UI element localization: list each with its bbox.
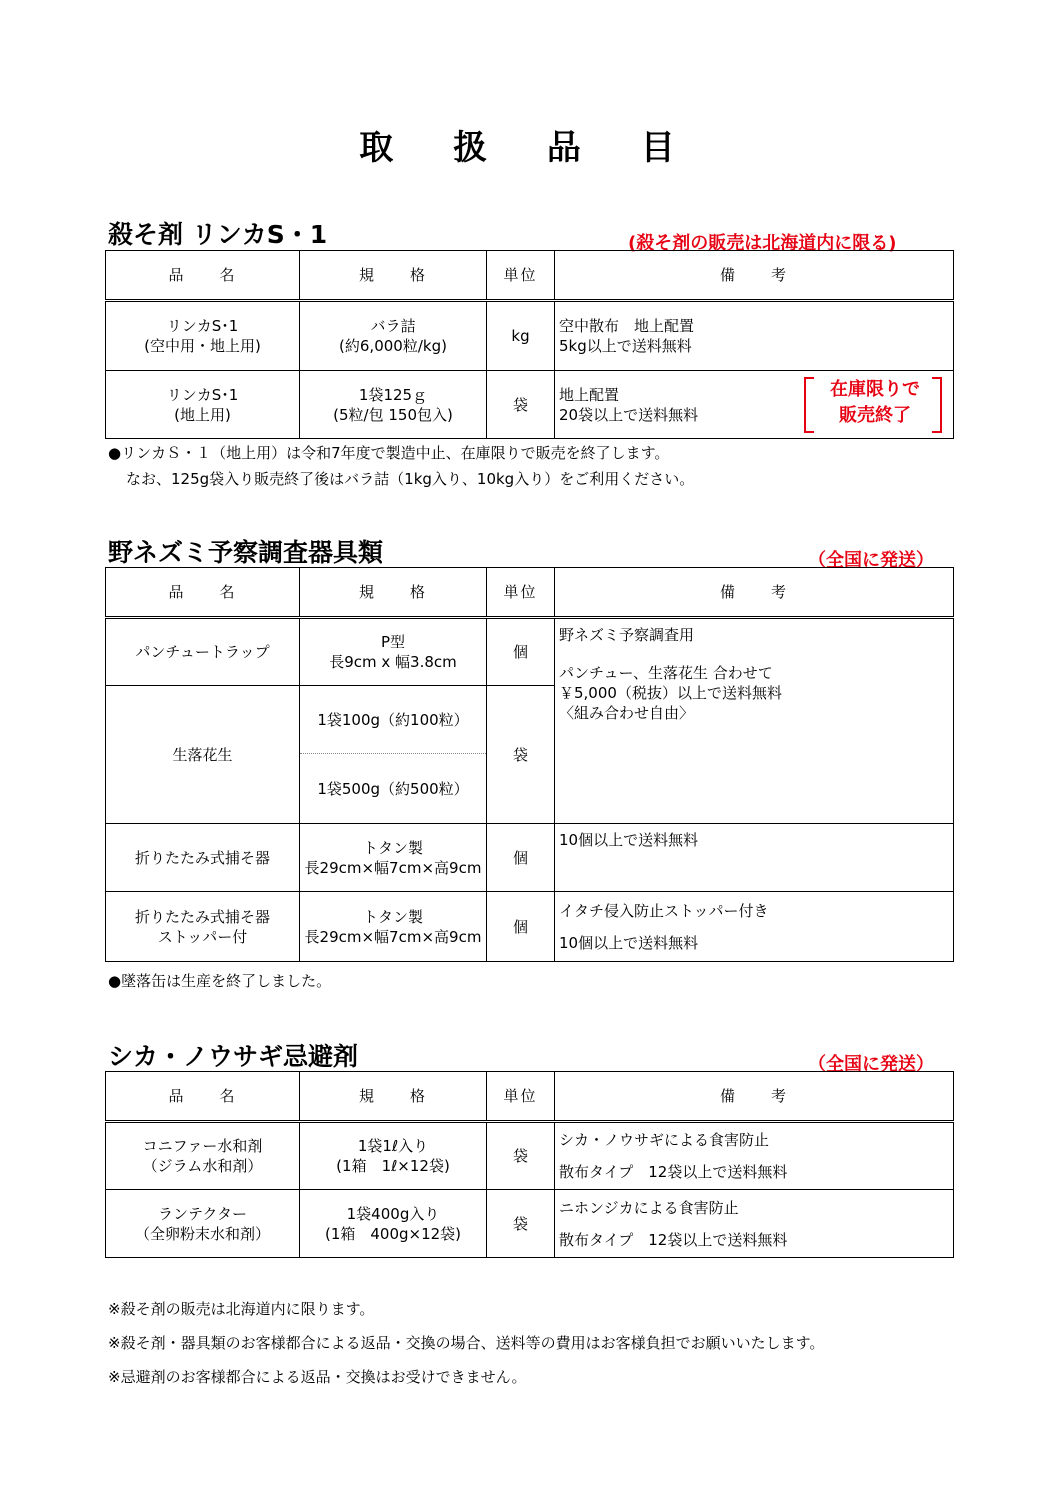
footer-note: ※殺そ剤・器具類のお客様都合による返品・交換の場合、送料等の費用はお客様負担でお願いいたします。 — [108, 1334, 825, 1352]
col-header-remarks: 備 考 — [555, 568, 954, 618]
item-unit: 個 — [487, 824, 555, 892]
col-header-name: 品 名 — [106, 1072, 300, 1122]
footer-note: ※忌避剤のお客様都合による返品・交換はお受けできません。 — [108, 1368, 527, 1386]
col-header-unit: 単位 — [487, 568, 555, 618]
item-name: パンチュートラップ — [106, 618, 300, 686]
item-unit: 袋 — [487, 371, 555, 439]
item-remark: パンチュー、生落花生 合わせて — [559, 664, 773, 682]
item-remark: 5kg以上で送料無料 — [559, 337, 692, 355]
col-header-remarks: 備 考 — [555, 1072, 954, 1122]
item-spec: 1袋125ｇ — [358, 385, 428, 404]
survey-tools-table — [105, 567, 954, 962]
item-spec: 1袋1ℓ入り — [357, 1137, 429, 1155]
item-name: 折りたたみ式捕そ器 — [134, 907, 270, 926]
col-header-name: 品 名 — [106, 251, 300, 301]
item-spec-sub: (1箱 400g×12袋) — [324, 1224, 462, 1243]
item-remark: シカ・ノウサギによる食害防止 — [559, 1131, 770, 1149]
col-header-spec: 規 格 — [300, 251, 487, 301]
item-name-sub: （全卵粉末水和剤） — [134, 1224, 270, 1243]
table-row — [106, 301, 954, 371]
section-title-survey-tools: 野ネズミ予察調査器具類 — [108, 538, 384, 567]
item-remark: 散布タイプ 12袋以上で送料無料 — [559, 1230, 788, 1249]
item-spec-sub: 長9cm x 幅3.8cm — [329, 653, 457, 671]
table-row — [106, 1190, 954, 1258]
section-note-nationwide: （全国に発送） — [808, 550, 934, 571]
item-name: リンカS･1 — [166, 385, 239, 404]
item-remark: 野ネズミ予察調査用 — [559, 626, 695, 644]
item-name-sub: (空中用・地上用) — [144, 337, 261, 355]
item-remark: 10個以上で送料無料 — [555, 824, 954, 892]
note-line: ●墜落缶は生産を終了しました。 — [108, 972, 332, 990]
item-remark: イタチ侵入防止ストッパー付き — [559, 901, 769, 920]
item-remark: 〈組み合わせ自由〉 — [559, 704, 695, 722]
col-header-unit: 単位 — [487, 1072, 555, 1122]
item-spec-sub: 長29cm×幅7cm×高9cm — [304, 858, 482, 877]
item-name: 折りたたみ式捕そ器 — [106, 824, 300, 892]
shared-remarks — [555, 618, 954, 824]
item-name: リンカS･1 — [166, 317, 239, 335]
item-name: 生落花生 — [106, 686, 300, 824]
item-remark: 空中散布 地上配置 — [559, 317, 695, 335]
table-row — [106, 892, 954, 962]
item-remark: 10個以上で送料無料 — [559, 933, 699, 952]
section1-notes — [108, 440, 694, 492]
item-spec-sub: (約6,000粒/kg) — [339, 337, 447, 355]
item-unit: 袋 — [487, 686, 555, 824]
stamp-line: 販売終了 — [839, 405, 911, 426]
item-spec: 1袋100g（約100粒） — [300, 686, 487, 754]
item-remark: 散布タイプ 12袋以上で送料無料 — [559, 1163, 788, 1181]
item-remark: ニホンジカによる食害防止 — [559, 1198, 739, 1217]
item-unit: 個 — [487, 892, 555, 962]
stamp-line: 在庫限りで — [830, 379, 920, 400]
item-spec: 1袋500g（約500粒） — [300, 754, 487, 824]
item-unit: 袋 — [487, 1122, 555, 1190]
item-unit: kg — [487, 301, 555, 371]
item-spec: トタン製 — [362, 838, 423, 857]
section-title-repellent: シカ・ノウサギ忌避剤 — [108, 1042, 359, 1071]
item-spec: バラ詰 — [370, 317, 416, 335]
item-unit: 袋 — [487, 1190, 555, 1258]
page-title: 取 扱 品 目 — [359, 128, 699, 168]
item-name-sub: ストッパー付 — [157, 927, 248, 946]
item-remark: ￥5,000（税抜）以上で送料無料 — [559, 684, 782, 702]
item-spec-sub: (1箱 1ℓ×12袋) — [336, 1157, 450, 1175]
item-spec-sub: (5粒/包 150包入) — [333, 405, 453, 424]
repellent-table — [105, 1071, 954, 1258]
discontinued-stamp — [810, 377, 940, 429]
item-name-sub: (地上用) — [174, 405, 231, 424]
item-spec-sub: 長29cm×幅7cm×高9cm — [304, 927, 482, 946]
table-row — [106, 618, 954, 686]
item-remark: 地上配置 — [559, 385, 620, 404]
item-spec: P型 — [380, 633, 406, 651]
col-header-unit: 単位 — [487, 251, 555, 301]
note-line: なお、125g袋入り販売終了後はバラ詰（1kg入り、10kg入り）をご利用ください。 — [126, 470, 695, 488]
item-name: コニファー水和剤 — [142, 1137, 263, 1155]
item-name: ランテクター — [157, 1204, 248, 1223]
item-unit: 個 — [487, 618, 555, 686]
col-header-spec: 規 格 — [300, 568, 487, 618]
section-note-hokkaido-only: (殺そ剤の販売は北海道内に限る) — [628, 233, 897, 254]
item-name-sub: （ジラム水和剤） — [142, 1157, 263, 1175]
item-remark: 20袋以上で送料無料 — [559, 405, 699, 424]
page-footer-notes — [108, 1296, 824, 1390]
table-row — [106, 1122, 954, 1190]
table-row — [106, 824, 954, 892]
item-spec: トタン製 — [362, 907, 423, 926]
col-header-spec: 規 格 — [300, 1072, 487, 1122]
col-header-remarks: 備 考 — [555, 251, 954, 301]
section-note-nationwide: （全国に発送） — [808, 1054, 934, 1075]
note-line: ●リンカＳ・１（地上用）は令和7年度で製造中止、在庫限りで販売を終了します。 — [108, 444, 670, 462]
col-header-name: 品 名 — [106, 568, 300, 618]
item-spec: 1袋400g入り — [346, 1204, 440, 1223]
section2-notes — [108, 968, 331, 994]
footer-note: ※殺そ剤の販売は北海道内に限ります。 — [108, 1300, 375, 1318]
section-title-rodenticide: 殺そ剤 リンカS・1 — [108, 220, 328, 249]
